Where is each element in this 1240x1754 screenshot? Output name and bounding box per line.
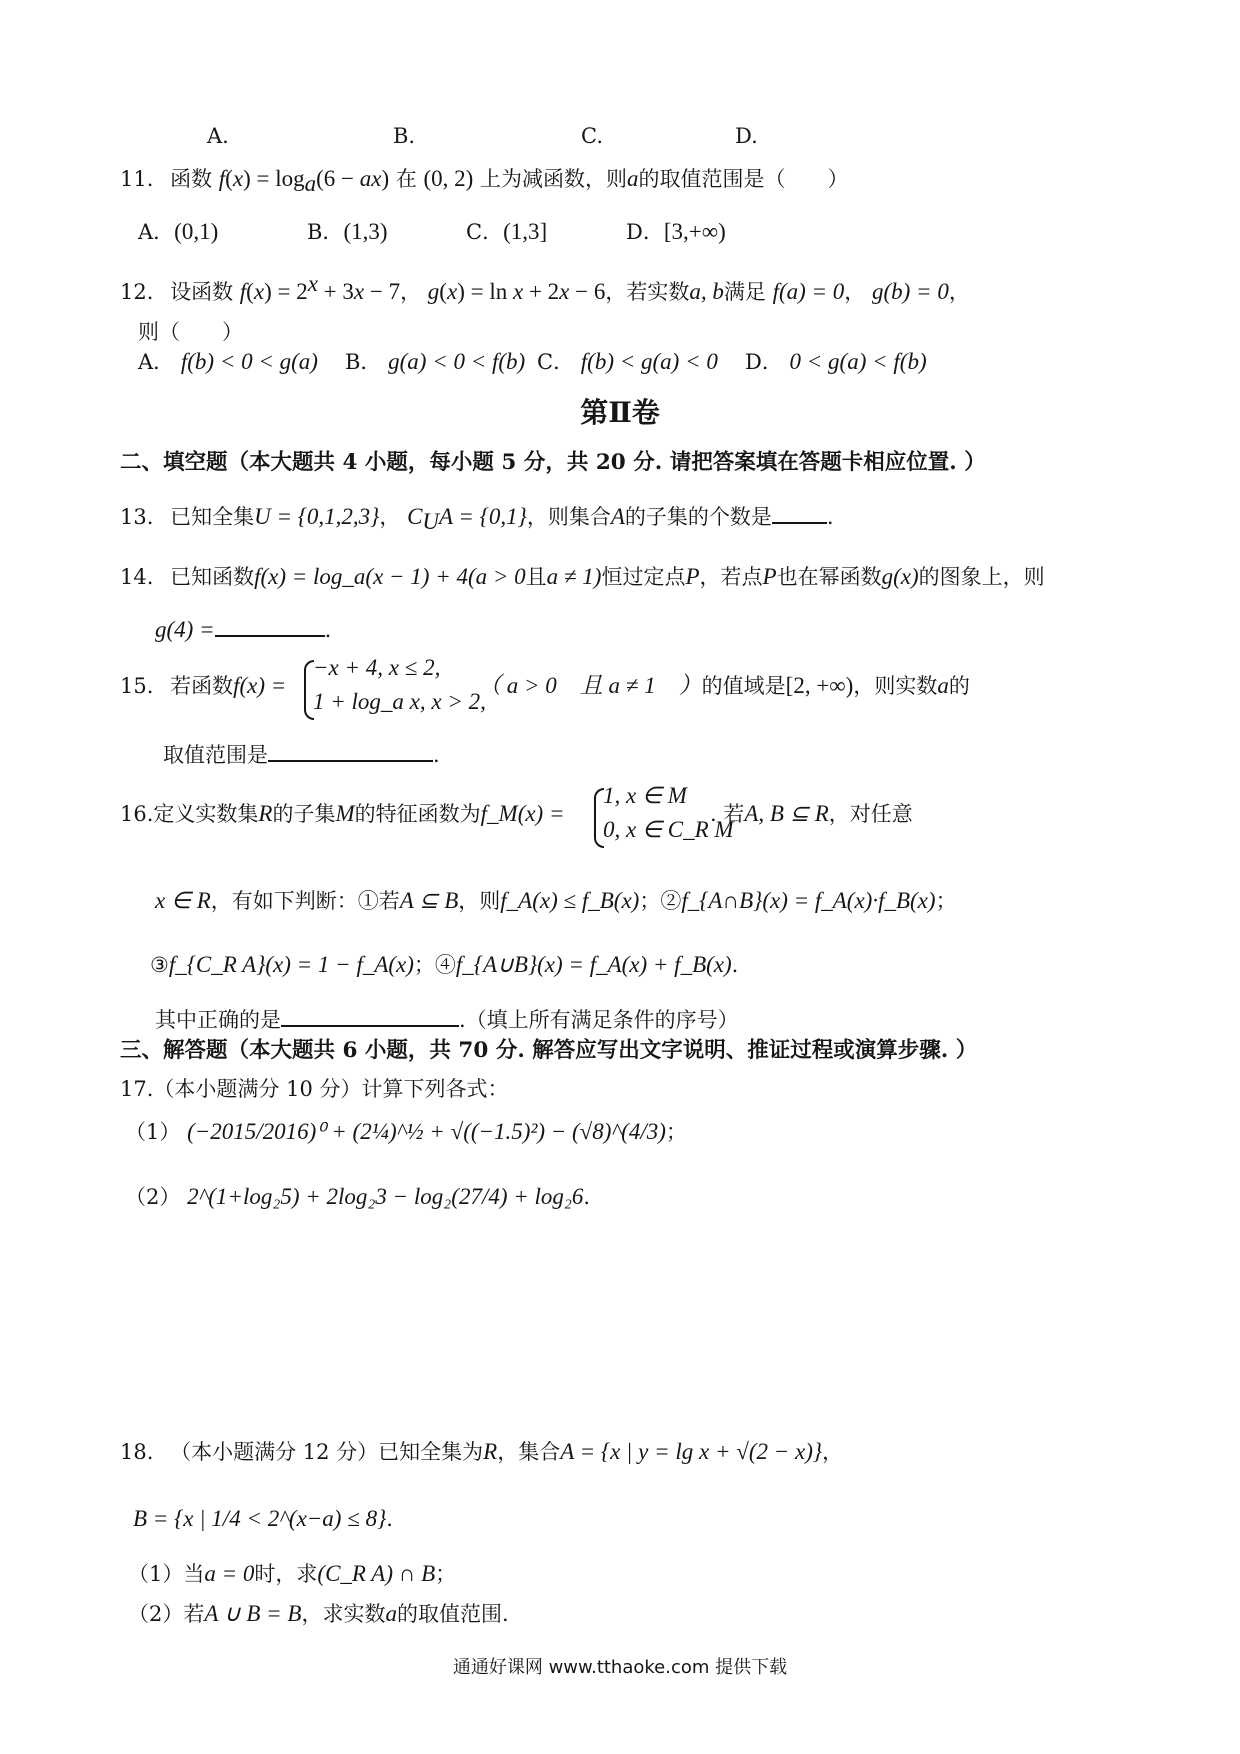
question-14: 14. 已知函数f(x) = log_a(x − 1) + 4(a > 0且a ≠ 1)恒过定点P，若点P也在幂函数g(x)的图象上，则 [120,564,1045,589]
formula: f_{A∪B}(x) = f_A(x) + f_B(x) [455,952,732,977]
question-text: 的 [948,674,970,698]
question-text: ，若实数 [605,280,690,304]
question-16-line2: x ∈ R，有如下判断：①若A ⊆ B，则f_A(x) ≤ f_B(x)；②f_{A∩B}(x) = f_A(x)·f_B(x)； [155,888,957,913]
option-d-label: D. [735,124,758,148]
question-text: ，对任意 [828,802,913,826]
formula: f_{A∩B}(x) = f_A(x)·f_B(x) [681,888,936,913]
question-text: 定义实数集 [153,802,259,826]
formula: A, B ⊆ R [744,801,829,826]
choice-b: B． g(a) < 0 < f(b) [345,349,526,374]
formula: [2, +∞) [785,673,854,698]
formula: U = {0,1,2,3} [254,504,380,529]
question-text: 的取值范围. [396,1602,509,1626]
formula: C [407,504,423,529]
question-text: 也在幂函数 [776,565,882,589]
question-number: 14. [120,565,154,589]
question-16-line3: ③f_{C_R A}(x) = 1 − f_A(x)；④f_{A∪B}(x) = f_A(x) + f_B(x). [150,952,739,977]
question-number: 13. [120,505,154,529]
answer-blank[interactable] [215,613,325,637]
question-number: 11. [120,167,154,191]
question-text: 上为减函数，则 [480,167,628,191]
answer-blank[interactable] [268,738,433,762]
variable: a [627,166,639,191]
question-text: 的子集的个数是 [624,505,772,529]
piecewise-case-2: 0, x ∈ C_R M [603,817,734,842]
section-heading: 二、填空题（本大题共 4 小题，每小题 5 分，共 20 分. 请把答案填在答题卡相应位置. ） [120,450,986,475]
question-text: 的图象上，则 [918,565,1045,589]
question-11: 11. 函数 $f(x) = \log_a(6 - ax)$ 在 (0, 2) 上为减函数，则a的取值范围是（ ） [120,166,849,197]
question-number: 12. [120,280,154,304]
question-text: ，集合 [497,1440,561,1464]
question-text: 恒过定点 [601,565,686,589]
question-12: 12. 设函数 $f(x) = 2^x + 3x - 7$， g(x) = ln x + 2x − 6，若实数a, b满足 f(a) = 0， g(b) = 0， [120,271,970,304]
variable: M [335,801,355,826]
variable: a [937,673,949,698]
question-text: ，求实数 [301,1602,386,1626]
question-text: . 若 [710,802,745,826]
formula: g [427,279,440,304]
formula: f_{C_R A}(x) = 1 − f_A(x) [168,952,414,977]
question-text: 的子集 [272,802,336,826]
option-c-label: C. [581,124,603,148]
question-13: 13. 已知全集U = {0,1,2,3}， $C_UA = \{0,1\}$，则集合A的子集的个数是 . [120,500,834,536]
question-18-part1: （1）当a = 0时，求(C_R A) ∩ B； [128,1561,457,1586]
question-text: 的取值范围是（ ） [638,167,849,191]
question-text: 函数 [170,167,213,191]
variable: R [483,1439,498,1464]
formula: f [218,166,226,191]
question-text: 的特征函数为 [354,802,481,826]
page-footer: 通通好课网 www.tthaoke.com 提供下载 [452,1657,788,1678]
question-text: .（填上所有满足条件的序号） [459,1008,739,1032]
question-17-part1: （1） (−2015/2016)⁰ + (2¼)^½ + √((−1.5)²) − (√8)^(4/3)； [125,1119,687,1144]
question-14-line2: g(4) = . [155,613,331,644]
question-text: （2）若 [128,1602,205,1626]
option-a-label: A. [207,124,229,148]
question-number: 16. [120,802,154,826]
formula: A ∪ B = B [204,1601,302,1626]
question-text: ，则集合 [526,505,611,529]
variable: A [610,504,625,529]
formula: f(x) = [233,673,287,698]
formula: a = 0 [204,1561,255,1586]
formula: f(x) = log_a(x − 1) + 4(a > 0 [254,564,526,589]
question-18-part2 [128,1600,509,1628]
question-text: 已知函数 [170,565,255,589]
formula: g(b) = 0 [871,279,949,304]
formula: A ⊆ B [399,888,459,913]
question-text: ，若点 [699,565,763,589]
formula: f [239,279,247,304]
question-text: 其中正确的是 [155,1008,281,1032]
choice-a: A．(0,1) [138,219,219,244]
formula: (−2015/2016)⁰ + (2¼)^½ + √((−1.5)²) − (√8)^(4/3) [187,1119,666,1144]
variable: R [258,801,273,826]
variable: a, b [689,279,724,304]
formula: f_M(x) = [480,801,565,826]
formula: f(a) = 0 [772,279,845,304]
formula: a ≠ 1) [546,564,602,589]
part-label: （2） [125,1185,181,1209]
question-16-line4 [155,1003,739,1034]
question-text: 取值范围是 [163,743,268,767]
question-text: 时，求 [254,1562,318,1586]
piecewise-case-1: −x + 4, x ≤ 2, [313,655,441,680]
question-15-tail [478,672,970,700]
formula: B = {x | 1/4 < 2^(x−a) ≤ 8} [133,1506,387,1531]
formula: (C_R A) ∩ B [317,1561,436,1586]
question-text: 满足 [723,280,766,304]
question-16-tail [710,800,913,828]
formula: g(4) = [155,617,215,642]
choice-a: A． f(b) < 0 < g(a) [138,349,318,374]
question-18: 18. （本小题满分 12 分）已知全集为R，集合A = {x | y = lg x + √(2 − x)}， [120,1439,844,1464]
question-text: 设函数 [170,280,234,304]
question-text: （本小题满分 12 分）已知全集为 [170,1440,484,1464]
formula: 2^(1+log₂5) + 2log₂3 − log₂(27/4) + log₂6 [187,1184,584,1209]
variable: P [685,564,700,589]
question-text: ，则 [458,889,501,913]
question-text: （1）当 [128,1562,205,1586]
question-16 [120,800,565,828]
question-11-choices [0,218,1240,248]
question-text: ，则实数 [853,674,938,698]
choice-c: C．(1,3] [466,219,548,244]
question-number: 15. [120,674,154,698]
question-text: 在 [395,167,417,191]
choice-c: C． f(b) < g(a) < 0 [537,349,718,374]
question-text: 的值域是 [701,674,786,698]
variable: a [385,1601,397,1626]
variable: P [762,564,777,589]
formula: f_A(x) ≤ f_B(x) [500,888,640,913]
answer-blank[interactable] [772,500,827,524]
question-number: 18. [120,1440,154,1464]
question-text: 已知全集 [170,505,255,529]
question-17 [120,1075,508,1103]
question-text: （本小题满分 10 分）计算下列各式： [153,1077,509,1101]
formula: g(x) [881,564,919,589]
option-b-label: B. [393,124,416,148]
question-12-then: 则（ ） [138,320,243,344]
question-17-part2: （2） 2^(1+log₂5) + 2log₂3 − log₂(27/4) + log₂6. [125,1184,591,1209]
section-heading: 三、解答题（本大题共 6 小题，共 70 分. 解答应写出文字说明、推证过程或演算步骤. ） [120,1038,978,1063]
choice-d: D． 0 < g(a) < f(b) [745,349,927,374]
question-15-line2: 取值范围是 . [163,738,440,769]
choice-b: B．(1,3) [307,219,388,244]
options-row [0,122,1240,152]
choice-d: D．[3,+∞) [626,219,726,244]
part-title: 第Ⅱ卷 [580,396,660,429]
piecewise-case-2: 1 + log_a x, x > 2, [313,689,486,714]
question-text: ，有如下判断：①若 [210,889,400,913]
question-12-choices [0,348,1240,378]
question-15 [120,672,286,700]
part-label: （1） [125,1120,181,1144]
formula: A = {x | y = lg x + √(2 − x)} [560,1439,823,1464]
question-number: 17. [120,1077,154,1101]
piecewise-case-1: 1, x ∈ M [603,783,687,808]
question-18-line2: B = {x | 1/4 < 2^(x−a) ≤ 8}. [133,1506,393,1531]
formula: （ a > 0 且 a ≠ 1 ） [478,673,702,698]
formula: (0, 2) [423,166,474,191]
question-text: 若函数 [170,674,234,698]
answer-blank[interactable] [281,1003,459,1027]
formula: x ∈ R [155,888,211,913]
